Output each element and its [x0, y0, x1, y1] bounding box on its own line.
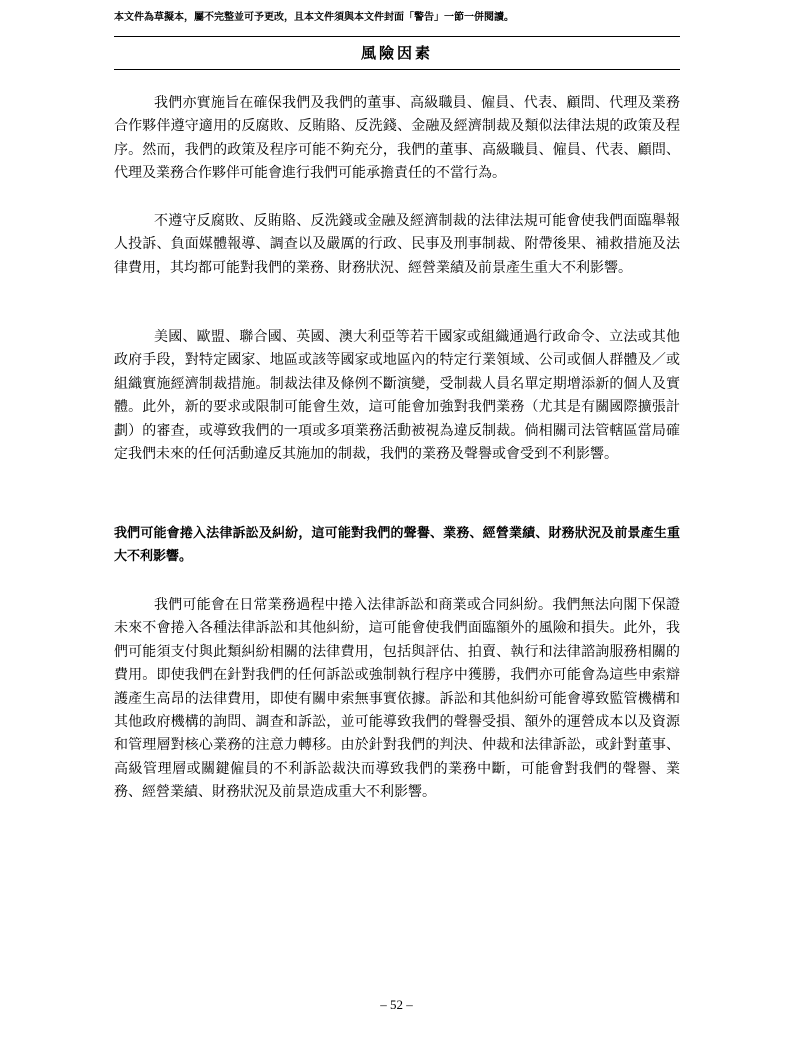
body-paragraph: 美國、歐盟、聯合國、英國、澳大利亞等若干國家或組織通過行政命令、立法或其他政府手段，對特定國家、地區或該等國家或地區內的特定行業領域、公司或個人群體及／或組織實施經濟制裁措施。制裁法律及條例不斷演變，受制裁人員名單定期增添新的個人及實體。此外，新的要求或限制可能會生效，這可能會加強對我們業務（尤其是有關國際擴張計劃）的審查，或導致我們的一項或多項業務活動被視為違反制裁。倘相關司法管轄區當局確定我們未來的任何活動違反其施加的制裁，我們的業務及聲譽或會受到不利影響。	[114, 329, 680, 463]
body-paragraph: 我們可能會在日常業務過程中捲入法律訴訟和商業或合同糾紛。我們無法向閣下保證未來不會捲入各種法律訴訟和其他糾紛，這可能會使我們面臨額外的風險和損失。此外，我們可能須支付與此類糾紛相關的法律費用，包括與評估、拍賣、執行和法律諮詢服務相關的費用。即使我們在針對我們的任何訴訟或強制執行程序中獲勝，我們亦可能會為這些申索辯護產生高昂的法律費用，即使有關申索無事實依據。訴訟和其他糾紛可能會導致監管機構和其他政府機構的詢問、調查和訴訟，並可能導致我們的聲譽受損、額外的運營成本以及資源和管理層對核心業務的注意力轉移。由於針對我們的判決、仲裁和法律訴訟，或針對董事、高級管理層或關鍵僱員的不利訴訟裁決而導致我們的業務中斷，可能會對我們的聲譽、業務、經營業績、財務狀況及前景造成重大不利影響。	[114, 597, 680, 801]
header-divider	[114, 36, 680, 37]
title-divider	[114, 69, 680, 70]
risk-factor-heading: 我們可能會捲入法律訴訟及糾紛，這可能對我們的聲譽、業務、經營業績、財務狀況及前景產生重大不利影響。	[114, 526, 680, 565]
draft-warning-notice: 本文件為草擬本，屬不完整並可予更改，且本文件須與本文件封面「警告」一節一併閱讀。	[114, 12, 514, 23]
page-number: – 52 –	[380, 997, 413, 1012]
body-paragraph: 我們亦實施旨在確保我們及我們的董事、高級職員、僱員、代表、顧問、代理及業務合作夥伴遵守適用的反腐敗、反賄賂、反洗錢、金融及經濟制裁及類似法律法規的政策及程序。然而，我們的政策及程序可能不夠充分，我們的董事、高級職員、僱員、代表、顧問、代理及業務合作夥伴可能會進行我們可能承擔責任的不當行為。	[114, 95, 680, 182]
section-title: 風險因素	[360, 44, 433, 62]
body-paragraph: 不遵守反腐敗、反賄賂、反洗錢或金融及經濟制裁的法律法規可能會使我們面臨舉報人投訴、負面媒體報導、調查以及嚴厲的行政、民事及刑事制裁、附帶後果、補救措施及法律費用，其均都可能對我們的業務、財務狀況、經營業績及前景產生重大不利影響。	[114, 213, 680, 276]
